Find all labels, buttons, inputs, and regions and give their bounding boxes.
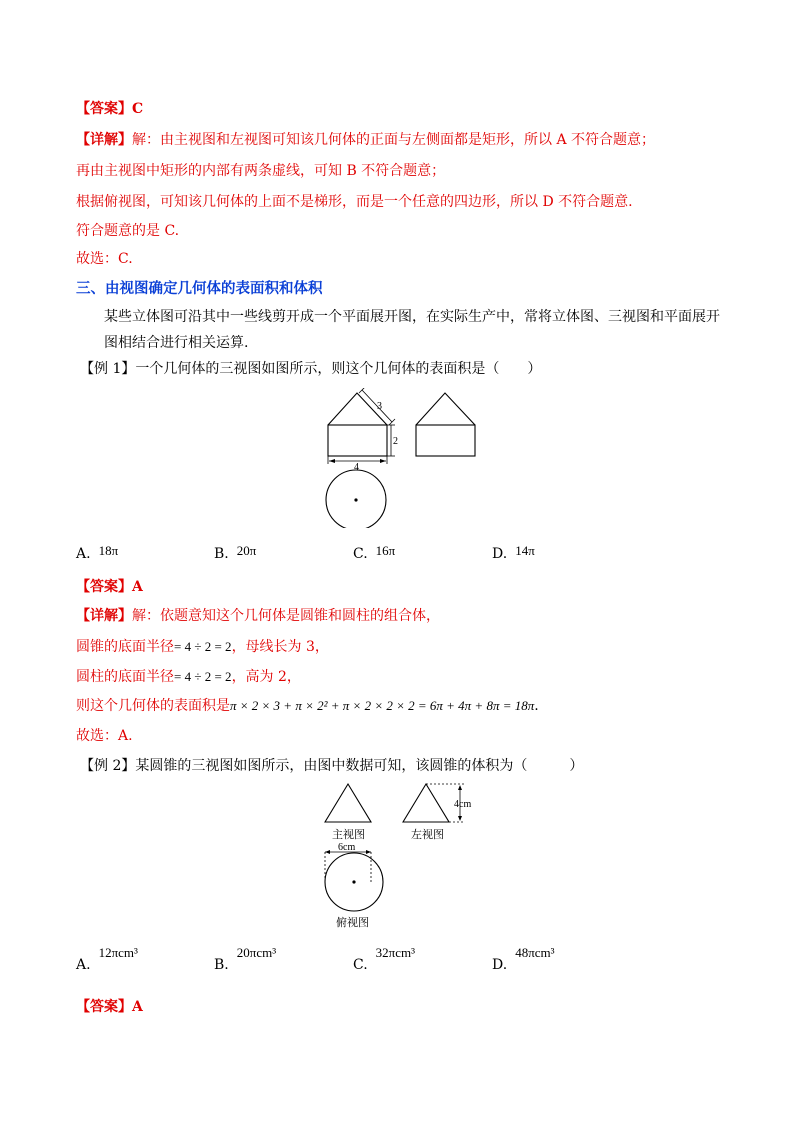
answer-value: A	[132, 579, 143, 595]
example-1-detail-line-1: 【详解】解：依题意知这个几何体是圆锥和圆柱的组合体，	[76, 608, 440, 624]
example-1-detail-line-2: 圆锥的底面半径= 4 ÷ 2 = 2，母线长为 3，	[76, 639, 329, 655]
left-view-label: 左视图	[411, 829, 444, 841]
example-1-answer	[76, 578, 143, 596]
example-2-figure	[318, 778, 498, 938]
example-2-option-c: C.32πcm³	[353, 945, 416, 973]
example-1-detail-line-3: 圆柱的底面半径= 4 ÷ 2 = 2，高为 2，	[76, 669, 301, 685]
detail-text-1: 解：由主视图和左视图可知该几何体的正面与左侧面都是矩形，所以 A 不符合题意；	[132, 132, 656, 148]
top-view-label: 俯视图	[336, 917, 369, 929]
top-view	[326, 470, 386, 528]
left-view	[416, 393, 475, 456]
example-1-option-b: B. 20π	[214, 543, 257, 562]
answer-tag: 【答案】	[76, 579, 132, 595]
example-2-question: 【例 2】某圆锥的三视图如图所示，由图中数据可知，该圆锥的体积为（ ）	[80, 758, 584, 774]
answer-tag: 【答案】	[76, 999, 132, 1015]
front-view-label: 主视图	[332, 829, 365, 841]
section-heading: 三、由视图确定几何体的表面积和体积	[76, 281, 323, 297]
answer-tag: 【答案】	[76, 101, 132, 117]
section-paragraph-line-2: 图相结合进行相关运算.	[104, 335, 249, 351]
detail-tag: 【详解】	[76, 132, 132, 148]
top-view	[325, 853, 383, 911]
example-1-option-d: D. 14π	[492, 543, 535, 562]
example-1-option-c: C. 16π	[353, 543, 396, 562]
example-1-detail-line-5: 故选：A.	[76, 728, 133, 744]
detail-line-2: 再由主视图中矩形的内部有两条虚线，可知 B 不符合题意；	[76, 163, 446, 179]
slant-label: 3	[377, 401, 382, 412]
answer-value: A	[132, 999, 143, 1015]
front-view	[325, 784, 371, 822]
height-label: 4cm	[454, 799, 472, 810]
detail-tag: 【详解】	[76, 608, 132, 624]
detail-line-4: 符合题意的是 C.	[76, 223, 180, 239]
example-2-option-a: A.12πcm³	[76, 945, 138, 973]
example-2-answer	[76, 998, 143, 1016]
example-2-option-d: D.48πcm³	[492, 945, 555, 973]
width-label: 4	[354, 462, 359, 473]
example-1-figure	[320, 388, 500, 528]
left-view	[403, 784, 449, 822]
answer-value: C	[132, 101, 144, 117]
height-label: 2	[393, 436, 398, 447]
diameter-label: 6cm	[338, 842, 356, 853]
detail-line-5: 故选：C.	[76, 251, 133, 267]
detail-line-3: 根据俯视图，可知该几何体的上面不是梯形，而是一个任意的四边形，所以 D 不符合题意.	[76, 194, 633, 210]
example-1-detail-line-4: 则这个几何体的表面积是π × 2 × 3 + π × 2² + π × 2 × 2 × 2 = 6π + 4π + 8π = 18π.	[76, 698, 539, 714]
answer-line-1	[76, 100, 143, 118]
example-2-option-b: B.20πcm³	[214, 945, 277, 973]
section-paragraph-line-1: 某些立体图可沿其中一些线剪开成一个平面展开图，在实际生产中，常将立体图、三视图和平面展开	[104, 309, 720, 325]
example-1-question: 【例 1】一个几何体的三视图如图所示，则这个几何体的表面积是（ ）	[80, 361, 542, 377]
example-1-option-a: A. 18π	[76, 543, 119, 562]
detail-line-1	[76, 131, 655, 149]
